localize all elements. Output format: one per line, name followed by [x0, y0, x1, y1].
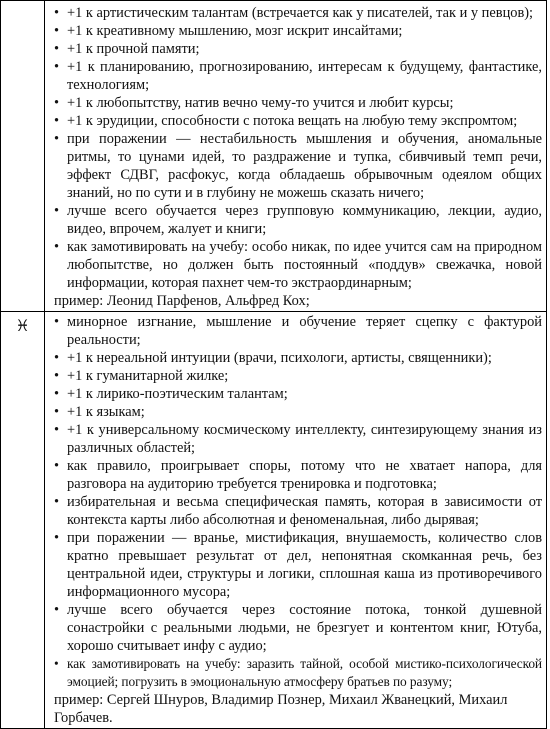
example-line: пример: Леонид Парфенов, Альфред Кох; — [54, 293, 310, 309]
list-item: • +1 к лирико-поэтическим талантам; — [54, 385, 542, 403]
list-item: • +1 к нереальной интуиции (врачи, психологи, артисты, священники); — [54, 349, 542, 367]
list-item: • при поражении — вранье, мистификация, внушаемость, количество слов кратно превышает результат от дел, непонятная скомканная речь, без центральной идеи, структуры и логики, сплошная каша из противоречивого информационного мусора; — [54, 529, 542, 601]
list-item: • +1 к прочной памяти; — [54, 40, 542, 58]
list-item: • при поражении — нестабильность мышления и обучения, аномальные ритмы, то цунами идей, то раздражение и тупка, сбивчивый темп речи, эффект СДВГ, расфокус, когда обладаешь обрывочным одеялом общих знаний, но по сути и в глубину не можешь сказать ничего; — [54, 130, 542, 202]
list-item: • +1 к гуманитарной жилке; — [54, 367, 542, 385]
list-item: • избирательная и весьма специфическая память, которая в зависимости от контекста карты либо абсолютная и феноменальная, либо дырявая; — [54, 493, 542, 529]
description-cell — [45, 1, 547, 312]
example-line: пример: Сергей Шнуров, Владимир Познер, Михаил Жванецкий, Михаил Горбачев. — [54, 692, 508, 726]
table-row — [1, 1, 547, 312]
list-item: • как правило, проигрывает споры, потому что не хватает напора, для разговора на аудиторию требуется тренировка и подготовка; — [54, 457, 542, 493]
list-item: • лучше всего обучается через групповую коммуникацию, лекции, аудио, видео, впрочем, жалует и книги; — [54, 202, 542, 238]
sign-cell — [1, 1, 45, 312]
pisces-symbol: ♓︎ — [15, 316, 30, 335]
list-item: • +1 к эрудиции, способности с потока вещать на любую тему экспромтом; — [54, 112, 542, 130]
list-item: • лучше всего обучается через состояние потока, тонкой душевной сонастройки с реальными людьми, не брезгует и контентом книг, Ютуба, хорошо считывает инфу с аудио; — [54, 601, 542, 655]
list-item: • минорное изгнание, мышление и обучение теряет сцепку с фактурой реальности; — [54, 313, 542, 349]
list-item: • как замотивировать на учебу: заразить тайной, особой мистико-психологической эмоцией; погрузить в эмоциональную атмосферу братьев по разуму; — [54, 655, 542, 691]
description-cell — [45, 312, 547, 729]
list-item: • +1 к планированию, прогнозированию, интересам к будущему, фантастике, технологиям; — [54, 58, 542, 94]
list-item: • как замотивировать на учебу: особо никак, по идее учится сам на природном любопытстве, но должен быть постоянный «поддув» свежачка, новой информации, которая пахнет чем-то экстраординарным; — [54, 238, 542, 292]
trait-list — [54, 313, 542, 691]
list-item: • +1 к артистическим талантам (встречается как у писателей, так и у певцов); — [54, 4, 542, 22]
sign-cell — [1, 312, 45, 729]
list-item: • +1 к универсальному космическому интеллекту, синтезирующему знания из различных областей; — [54, 421, 542, 457]
list-item: • +1 к любопытству, натив вечно чему-то учится и любит курсы; — [54, 94, 542, 112]
trait-list — [54, 4, 542, 292]
list-item: • +1 к языкам; — [54, 403, 542, 421]
list-item: • +1 к креативному мышлению, мозг искрит инсайтами; — [54, 22, 542, 40]
table-row — [1, 312, 547, 729]
